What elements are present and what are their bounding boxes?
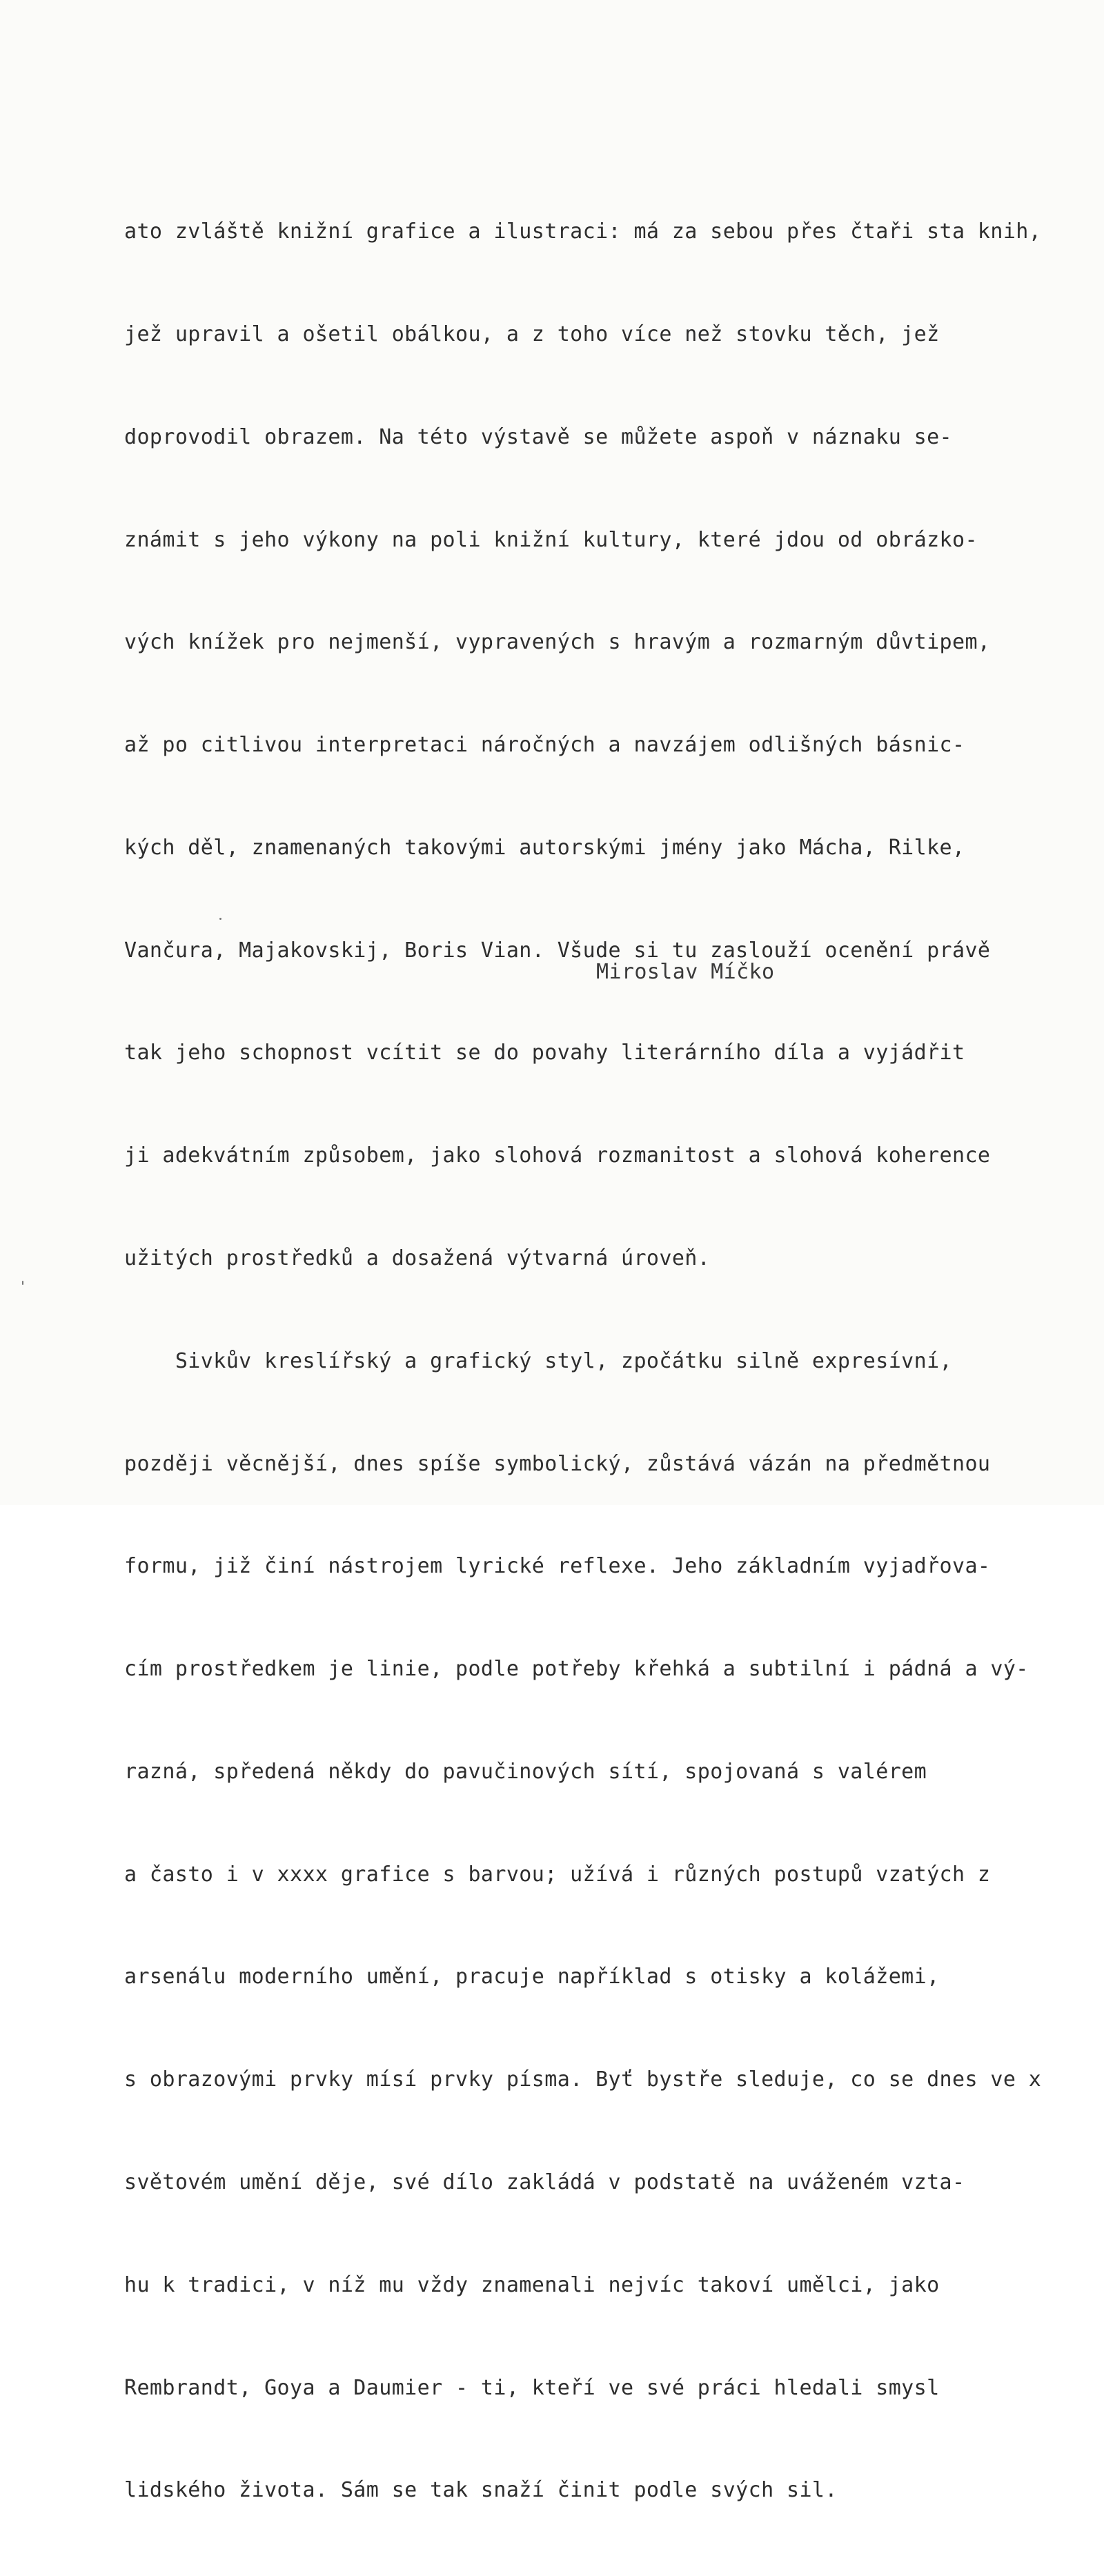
paper-speck [219, 918, 221, 920]
text-line: doprovodil obrazem. Na této výstavě se můžete aspoň v náznaku se- [124, 424, 952, 449]
text-line: Rembrandt, Goya a Daumier - ti, kteří ve své práci hledali smysl [124, 2375, 940, 2400]
text-line: ato zvláště knižní grafice a ilustraci: má za sebou přes čtaři sta knih, [124, 219, 1042, 244]
text-line: vých knížek pro nejmenší, vypravených s hravým a rozmarným důvtipem, [124, 630, 991, 655]
text-line: cím prostředkem je linie, podle potřeby křehká a subtilní i pádná a vý- [124, 1657, 1029, 1682]
text-line: Sivkův kreslířský a grafický styl, zpočátku silně expresívní, [124, 1348, 952, 1373]
text-line: Vančura, Majakovskij, Boris Vian. Všude si tu zaslouží ocenění právě [124, 938, 991, 963]
text-line: a často i v xxxx grafice s barvou; užívá i různých postupů vzatých z [124, 1862, 991, 1887]
paper-speck [22, 1281, 23, 1285]
text-line: formu, již činí nástrojem lyrické reflexe. Jeho základním vyjadřova- [124, 1554, 991, 1579]
text-line: razná, spředená někdy do pavučinových sítí, spojovaná s valérem [124, 1759, 927, 1784]
body-text [124, 146, 1104, 2576]
text-line: s obrazovými prvky mísí prvky písma. Byť bystře sleduje, co se dnes ve x [124, 2067, 1042, 2092]
text-line: lidského života. Sám se tak snaží činit podle svých sil. [124, 2478, 838, 2503]
text-line: užitých prostředků a dosažená výtvarná úroveň. [124, 1246, 711, 1270]
text-line: jež upravil a ošetil obálkou, a z toho více než stovku těch, jež [124, 322, 940, 346]
text-line: až po citlivou interpretaci náročných a navzájem odlišných básnic- [124, 733, 965, 758]
author-signature: Miroslav Míčko [596, 960, 775, 984]
text-line: hu k tradici, v níž mu vždy znamenali nejvíc takoví umělci, jako [124, 2272, 940, 2297]
text-line: později věcnější, dnes spíše symbolický, zůstává vázán na předmětnou [124, 1451, 991, 1476]
text-line: světovém umění děje, své dílo zakládá v podstatě na uváženém vzta- [124, 2170, 965, 2195]
text-line: ji adekvátním způsobem, jako slohová rozmanitost a slohová koherence [124, 1143, 991, 1168]
text-line: tak jeho schopnost vcítit se do povahy literárního díla a vyjádřit [124, 1041, 965, 1065]
text-line: arsenálu moderního umění, pracuje například s otisky a kolážemi, [124, 1965, 940, 1989]
text-line: známit s jeho výkony na poli knižní kultury, které jdou od obrázko- [124, 527, 978, 552]
text-line: kých děl, znamenaných takovými autorskými jmény jako Mácha, Rilke, [124, 835, 965, 860]
